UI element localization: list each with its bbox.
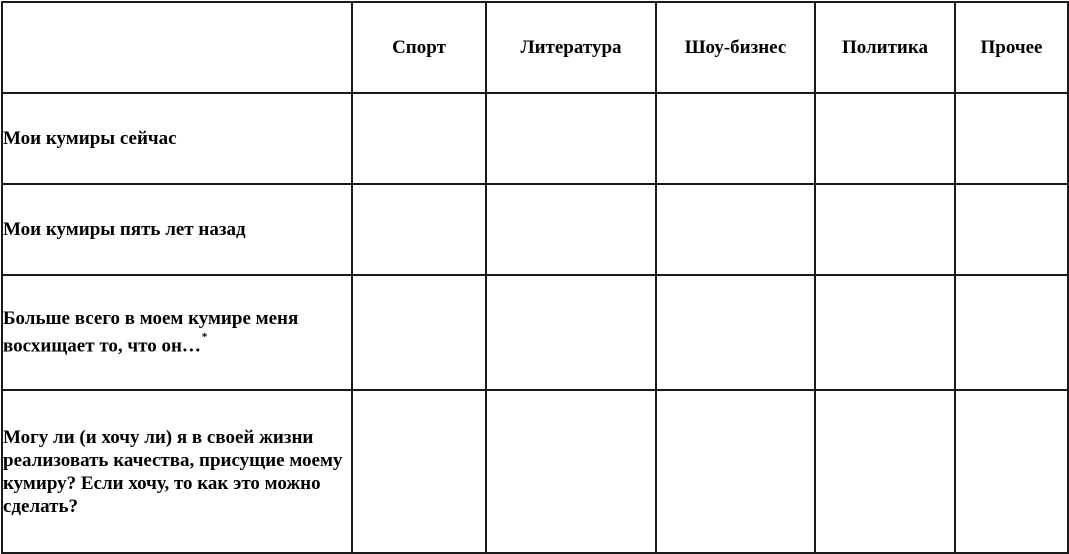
table-cell (352, 93, 486, 184)
table-row (2, 184, 1068, 275)
table-cell (352, 184, 486, 275)
table-row (2, 390, 1068, 553)
table-cell (955, 275, 1068, 390)
column-header-sport: Спорт (352, 2, 486, 93)
table-cell (486, 184, 656, 275)
column-header-showbiz: Шоу-бизнес (656, 2, 815, 93)
table-cell (955, 184, 1068, 275)
table-cell (955, 390, 1068, 553)
table-row (2, 93, 1068, 184)
table-cell (815, 390, 955, 553)
row-header-realize-qualities: Могу ли (и хочу ли) я в своей жизни реализовать качества, присущие моему кумиру? Если хочу, то как это можно сделать? (2, 390, 352, 553)
table-cell (486, 275, 656, 390)
table-cell (656, 275, 815, 390)
table-cell (352, 275, 486, 390)
table-cell (815, 275, 955, 390)
row-header-admire-text: Больше всего в моем кумире меня восхищает то, что он… (3, 308, 299, 357)
corner-cell (2, 2, 352, 93)
table-cell (486, 390, 656, 553)
row-header-idols-now: Мои кумиры сейчас (2, 93, 352, 184)
table-cell (656, 390, 815, 553)
table-cell (815, 93, 955, 184)
table-cell (486, 93, 656, 184)
column-header-literature: Литература (486, 2, 656, 93)
footnote-mark: * (201, 331, 208, 344)
table-cell (656, 184, 815, 275)
row-header-admire (2, 275, 352, 390)
column-header-politics: Политика (815, 2, 955, 93)
table-row (2, 275, 1068, 390)
column-header-other: Прочее (955, 2, 1068, 93)
idols-table (1, 1, 1069, 554)
table-cell (815, 184, 955, 275)
table-cell (955, 93, 1068, 184)
row-header-idols-five-years-ago: Мои кумиры пять лет назад (2, 184, 352, 275)
table-cell (656, 93, 815, 184)
header-row (2, 2, 1068, 93)
table-cell (352, 390, 486, 553)
